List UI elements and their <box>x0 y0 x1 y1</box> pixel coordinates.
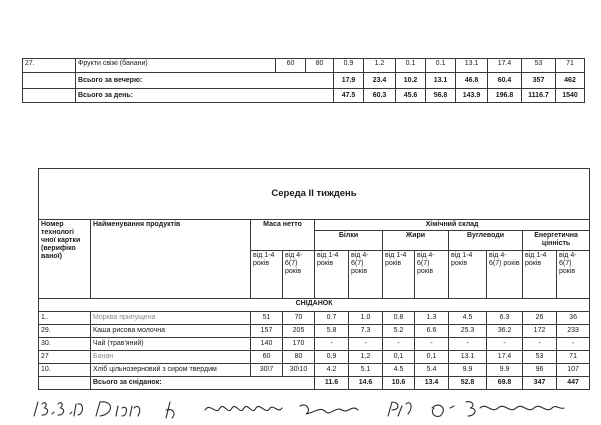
value-cell: 1540 <box>556 89 585 103</box>
product-name: Фрукти свіжі (банани) <box>76 59 276 73</box>
mass-2: 80 <box>306 59 334 73</box>
value-cell: 47.5 <box>334 89 364 103</box>
value-cell: 10.6 <box>383 377 415 390</box>
row-number: 27 <box>39 351 91 364</box>
value-cell: - <box>523 338 557 351</box>
total-label: Всього за вечерю: <box>76 73 334 89</box>
age-header: від 1-4 років <box>315 250 349 298</box>
table-row <box>39 351 590 364</box>
value-cell: 7.3 <box>349 325 383 338</box>
day-total-row <box>23 89 585 103</box>
value-cell: 13.1 <box>449 351 487 364</box>
value-cell: 69.8 <box>487 377 523 390</box>
age-header: від 4-6(7) років <box>557 250 590 298</box>
value-cell: 13.1 <box>456 59 488 73</box>
mass-1: 51 <box>251 312 283 325</box>
value-cell: 53 <box>522 59 556 73</box>
age-header: від 4-6(7) років <box>415 250 449 298</box>
value-cell: 13.4 <box>415 377 449 390</box>
handwritten-signature <box>30 396 570 420</box>
value-cell: 357 <box>522 73 556 89</box>
page-title: Середа ІІ тиждень <box>271 188 357 199</box>
mass-1: 157 <box>251 325 283 338</box>
header-protein: Білки <box>315 231 383 250</box>
header-row <box>39 220 590 231</box>
value-cell: 172 <box>523 325 557 338</box>
value-cell: - <box>415 338 449 351</box>
value-cell: - <box>487 338 523 351</box>
value-cell: 36.2 <box>487 325 523 338</box>
total-label: Всього за день: <box>76 89 334 103</box>
value-cell: 23.4 <box>364 73 396 89</box>
value-cell: 17.4 <box>487 351 523 364</box>
product-name: Каша рисова молочна <box>91 325 251 338</box>
value-cell: 45.6 <box>396 89 426 103</box>
mass-1: 60 <box>251 351 283 364</box>
value-cell: 1.0 <box>349 312 383 325</box>
header-chemical: Хімічний склад <box>315 220 590 231</box>
value-cell: 4.5 <box>383 364 415 377</box>
table-row <box>39 312 590 325</box>
age-header: від 1-4 років <box>251 250 283 298</box>
value-cell: 11.6 <box>315 377 349 390</box>
value-cell: 9.9 <box>449 364 487 377</box>
value-cell: 447 <box>557 377 590 390</box>
breakfast-total-row <box>39 377 590 390</box>
header-product: Найменування продуктів <box>91 220 251 299</box>
value-cell: 5.4 <box>415 364 449 377</box>
row-number: 29. <box>39 325 91 338</box>
value-cell: 25.3 <box>449 325 487 338</box>
week-title-box <box>38 168 590 221</box>
value-cell: 17.4 <box>488 59 522 73</box>
value-cell: - <box>383 338 415 351</box>
value-cell: 14.6 <box>349 377 383 390</box>
value-cell: 53 <box>523 351 557 364</box>
mass-2: 205 <box>283 325 315 338</box>
value-cell: 347 <box>523 377 557 390</box>
row-number: 10. <box>39 364 91 377</box>
value-cell: 9.9 <box>487 364 523 377</box>
product-name: Хліб цільнозерновий з сиром твердим <box>91 364 251 377</box>
value-cell: 5.8 <box>315 325 349 338</box>
value-cell: 71 <box>557 351 590 364</box>
header-fat: Жири <box>383 231 449 250</box>
value-cell: 196.8 <box>488 89 522 103</box>
value-cell: 26 <box>523 312 557 325</box>
value-cell: 46.8 <box>456 73 488 89</box>
age-header: від 4-6(7) років <box>349 250 383 298</box>
row-number: 27. <box>23 59 76 73</box>
value-cell: 1.3 <box>415 312 449 325</box>
value-cell: 1.2 <box>364 59 396 73</box>
age-header: від 1-4 років <box>383 250 415 298</box>
product-name: Морква припущена <box>91 312 251 325</box>
age-header: від 4- 6(7) років <box>487 250 523 298</box>
mass-2: 80 <box>283 351 315 364</box>
mass-1: 60 <box>276 59 306 73</box>
table-row <box>23 59 585 73</box>
value-cell: 71 <box>556 59 585 73</box>
value-cell: 36 <box>557 312 590 325</box>
value-cell: 4.2 <box>315 364 349 377</box>
meal-row <box>39 299 590 312</box>
value-cell: - <box>349 338 383 351</box>
value-cell: 1116.7 <box>522 89 556 103</box>
table-row <box>39 338 590 351</box>
value-cell: 60.4 <box>488 73 522 89</box>
value-cell: - <box>449 338 487 351</box>
value-cell: 462 <box>556 73 585 89</box>
value-cell: 5.2 <box>383 325 415 338</box>
value-cell: 1,2 <box>349 351 383 364</box>
mass-2: 170 <box>283 338 315 351</box>
value-cell: 143.9 <box>456 89 488 103</box>
table-row <box>39 325 590 338</box>
value-cell: 0.8 <box>383 312 415 325</box>
value-cell: 13.1 <box>426 73 456 89</box>
header-mass: Маса нетто <box>251 220 315 251</box>
total-label: Всього за сніданок: <box>91 377 315 390</box>
value-cell: 10.2 <box>396 73 426 89</box>
value-cell: 5.1 <box>349 364 383 377</box>
value-cell: 56.8 <box>426 89 456 103</box>
value-cell: 52.8 <box>449 377 487 390</box>
product-name: Чай (трав'яний) <box>91 338 251 351</box>
value-cell: 0,9 <box>315 351 349 364</box>
value-cell: 0.7 <box>315 312 349 325</box>
value-cell: 107 <box>557 364 590 377</box>
value-cell: 0.1 <box>396 59 426 73</box>
value-cell: 60.3 <box>364 89 396 103</box>
value-cell: 96 <box>523 364 557 377</box>
value-cell: - <box>557 338 590 351</box>
value-cell: 0,1 <box>383 351 415 364</box>
age-header: від 1-4 років <box>523 250 557 298</box>
mass-1: 30\7 <box>251 364 283 377</box>
mass-1: 140 <box>251 338 283 351</box>
mass-2: 70 <box>283 312 315 325</box>
mass-2: 30\10 <box>283 364 315 377</box>
header-carbs: Вуглеводи <box>449 231 523 250</box>
header-number: Номер технологі чної картки (верифіко ваної) <box>39 220 91 299</box>
value-cell: 17.9 <box>334 73 364 89</box>
row-number: 30. <box>39 338 91 351</box>
product-name: Банан <box>91 351 251 364</box>
value-cell: - <box>315 338 349 351</box>
table-row <box>39 364 590 377</box>
dinner-total-row <box>23 73 585 89</box>
meal-title: СНІДАНОК <box>39 299 590 312</box>
value-cell: 0,1 <box>415 351 449 364</box>
row-number: 1.. <box>39 312 91 325</box>
dinner-summary-table <box>22 58 585 103</box>
header-energy: Енергетична цінність <box>523 231 590 250</box>
value-cell: 6.3 <box>487 312 523 325</box>
value-cell: 0.9 <box>334 59 364 73</box>
value-cell: 233 <box>557 325 590 338</box>
age-header: від 1-4 років <box>449 250 487 298</box>
value-cell: 0.1 <box>426 59 456 73</box>
breakfast-table <box>38 219 590 390</box>
value-cell: 6.6 <box>415 325 449 338</box>
age-header: від 4-6(7) років <box>283 250 315 298</box>
value-cell: 4.5 <box>449 312 487 325</box>
